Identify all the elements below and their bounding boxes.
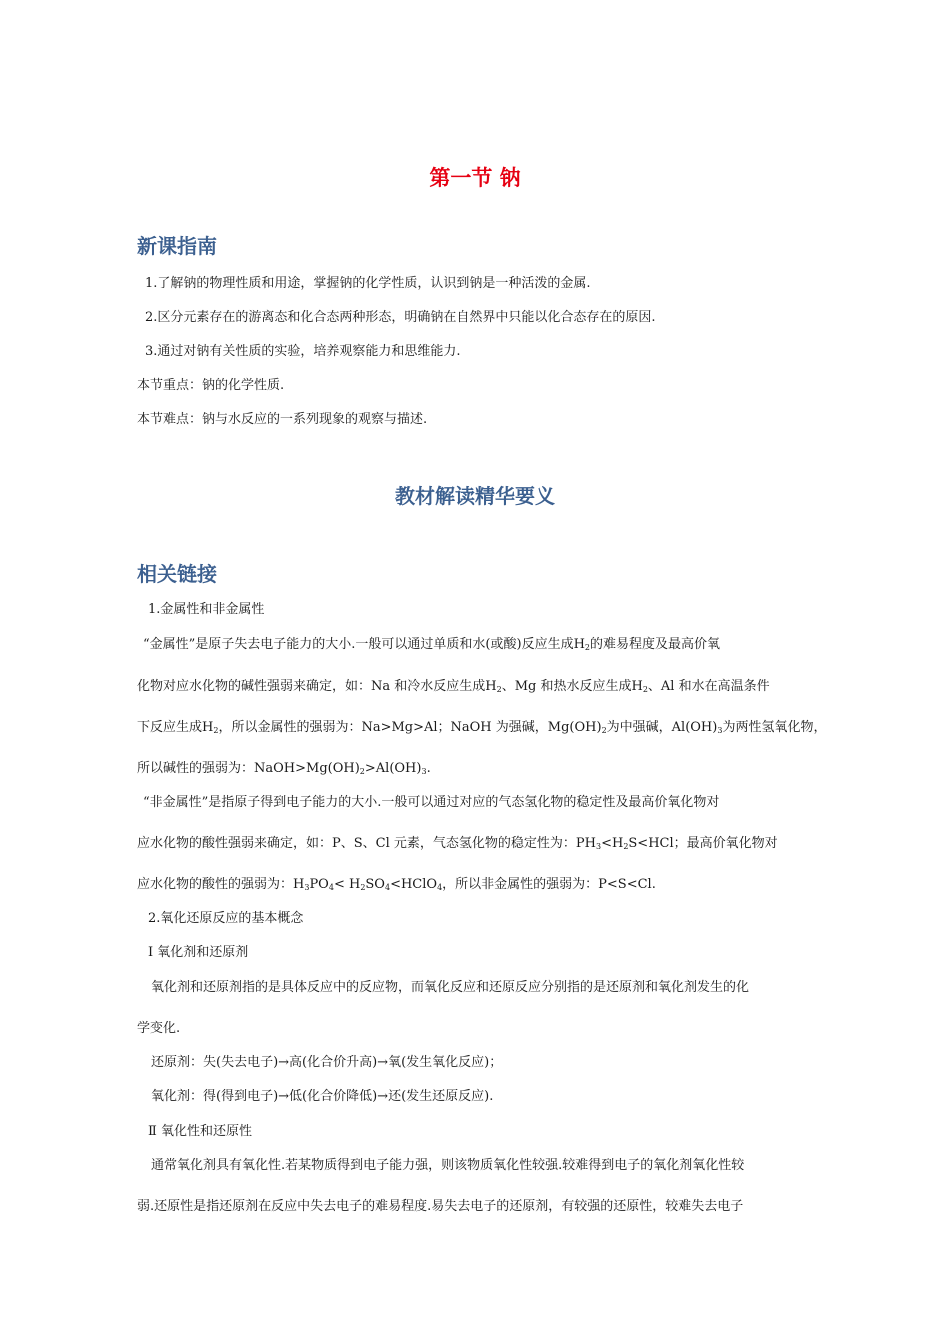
objective-3: 3.通过对钠有关性质的实验，培养观察能力和思维能力. [145, 344, 461, 359]
reducer-rule: 还原剂：失(失去电子)→高(化合价升高)→氧(发生氧化反应)； [151, 1055, 503, 1070]
difficulty: 本节难点：钠与水反应的一系列现象的观察与描述. [137, 412, 428, 427]
item-1-title: 1.金属性和非金属性 [148, 602, 265, 617]
subsection-2-line-1: 通常氧化剂具有氧化性.若某物质得到电子能力强，则该物质氧化性较强.较难得到电子的氧化剂氧化性较 [151, 1158, 745, 1173]
objective-2: 2.区分元素存在的游离态和化合态两种形态，明确钠在自然界中只能以化合态存在的原因. [145, 310, 656, 325]
paragraph-metallic-line-3: 下反应生成$H_2$，所以金属性的强弱为：Na>Mg>Al；NaOH 为强碱，$Mg(OH)_2$为中强碱，$Al(OH)_3$为两性氢氧化物， [137, 720, 827, 735]
item-2-title: 2.氧化还原反应的基本概念 [148, 911, 304, 926]
paragraph-metallic-line-1: “金属性”是原子失去电子能力的大小.一般可以通过单质和水(或酸)反应生成$H_2$的难易程度及最高价氧 [143, 637, 721, 652]
objective-1: 1.了解钠的物理性质和用途，掌握钠的化学性质，认识到钠是一种活泼的金属. [145, 276, 591, 291]
section-heading-related-links: 相关链接 [137, 562, 217, 586]
subsection-2-title: Ⅱ 氧化性和还原性 [148, 1124, 252, 1139]
paragraph-nonmetallic-line-3: 应水化物的酸性的强弱为：$H_3PO_4<$ $H_2SO_4<HClO_4$，所以非金属性的强弱为：P<S<Cl. [137, 877, 656, 892]
section-heading-new-lesson: 新课指南 [137, 234, 217, 258]
paragraph-nonmetallic-line-1: “非金属性”是指原子得到电子能力的大小.一般可以通过对应的气态氢化物的稳定性及最高价氧化物对 [143, 795, 720, 810]
subsection-1-title: Ⅰ 氧化剂和还原剂 [148, 945, 249, 960]
paragraph-metallic-line-2: 化物对应水化物的碱性强弱来确定，如：Na 和冷水反应生成$H_2$、Mg 和热水反应生成$H_2$、Al 和水在高温条件 [137, 679, 770, 694]
paragraph-metallic-line-4: 所以碱性的强弱为：$NaOH>Mg(OH)_2>Al(OH)_3$. [137, 761, 431, 776]
page-title: 第一节 钠 [429, 166, 521, 190]
oxidizer-rule: 氧化剂：得(得到电子)→低(化合价降低)→还(发生还原反应). [151, 1089, 494, 1104]
subsection-1-line-1: 氧化剂和还原剂指的是具体反应中的反应物，而氧化反应和还原反应分别指的是还原剂和氧化剂发生的化 [151, 980, 750, 995]
subsection-2-line-2: 弱.还原性是指还原剂在反应中失去电子的难易程度.易失去电子的还原剂，有较强的还原性，较难失去电子 [137, 1199, 744, 1214]
paragraph-nonmetallic-line-2: 应水化物的酸性强弱来确定，如：P、S、Cl 元素，气态氢化物的稳定性为：$PH_3<H_2S<HCl$；最高价氧化物对 [137, 836, 778, 851]
section-heading-textbook: 教材解读精华要义 [395, 484, 555, 508]
key-point: 本节重点：钠的化学性质. [137, 378, 285, 393]
subsection-1-line-2: 学变化. [137, 1021, 181, 1036]
